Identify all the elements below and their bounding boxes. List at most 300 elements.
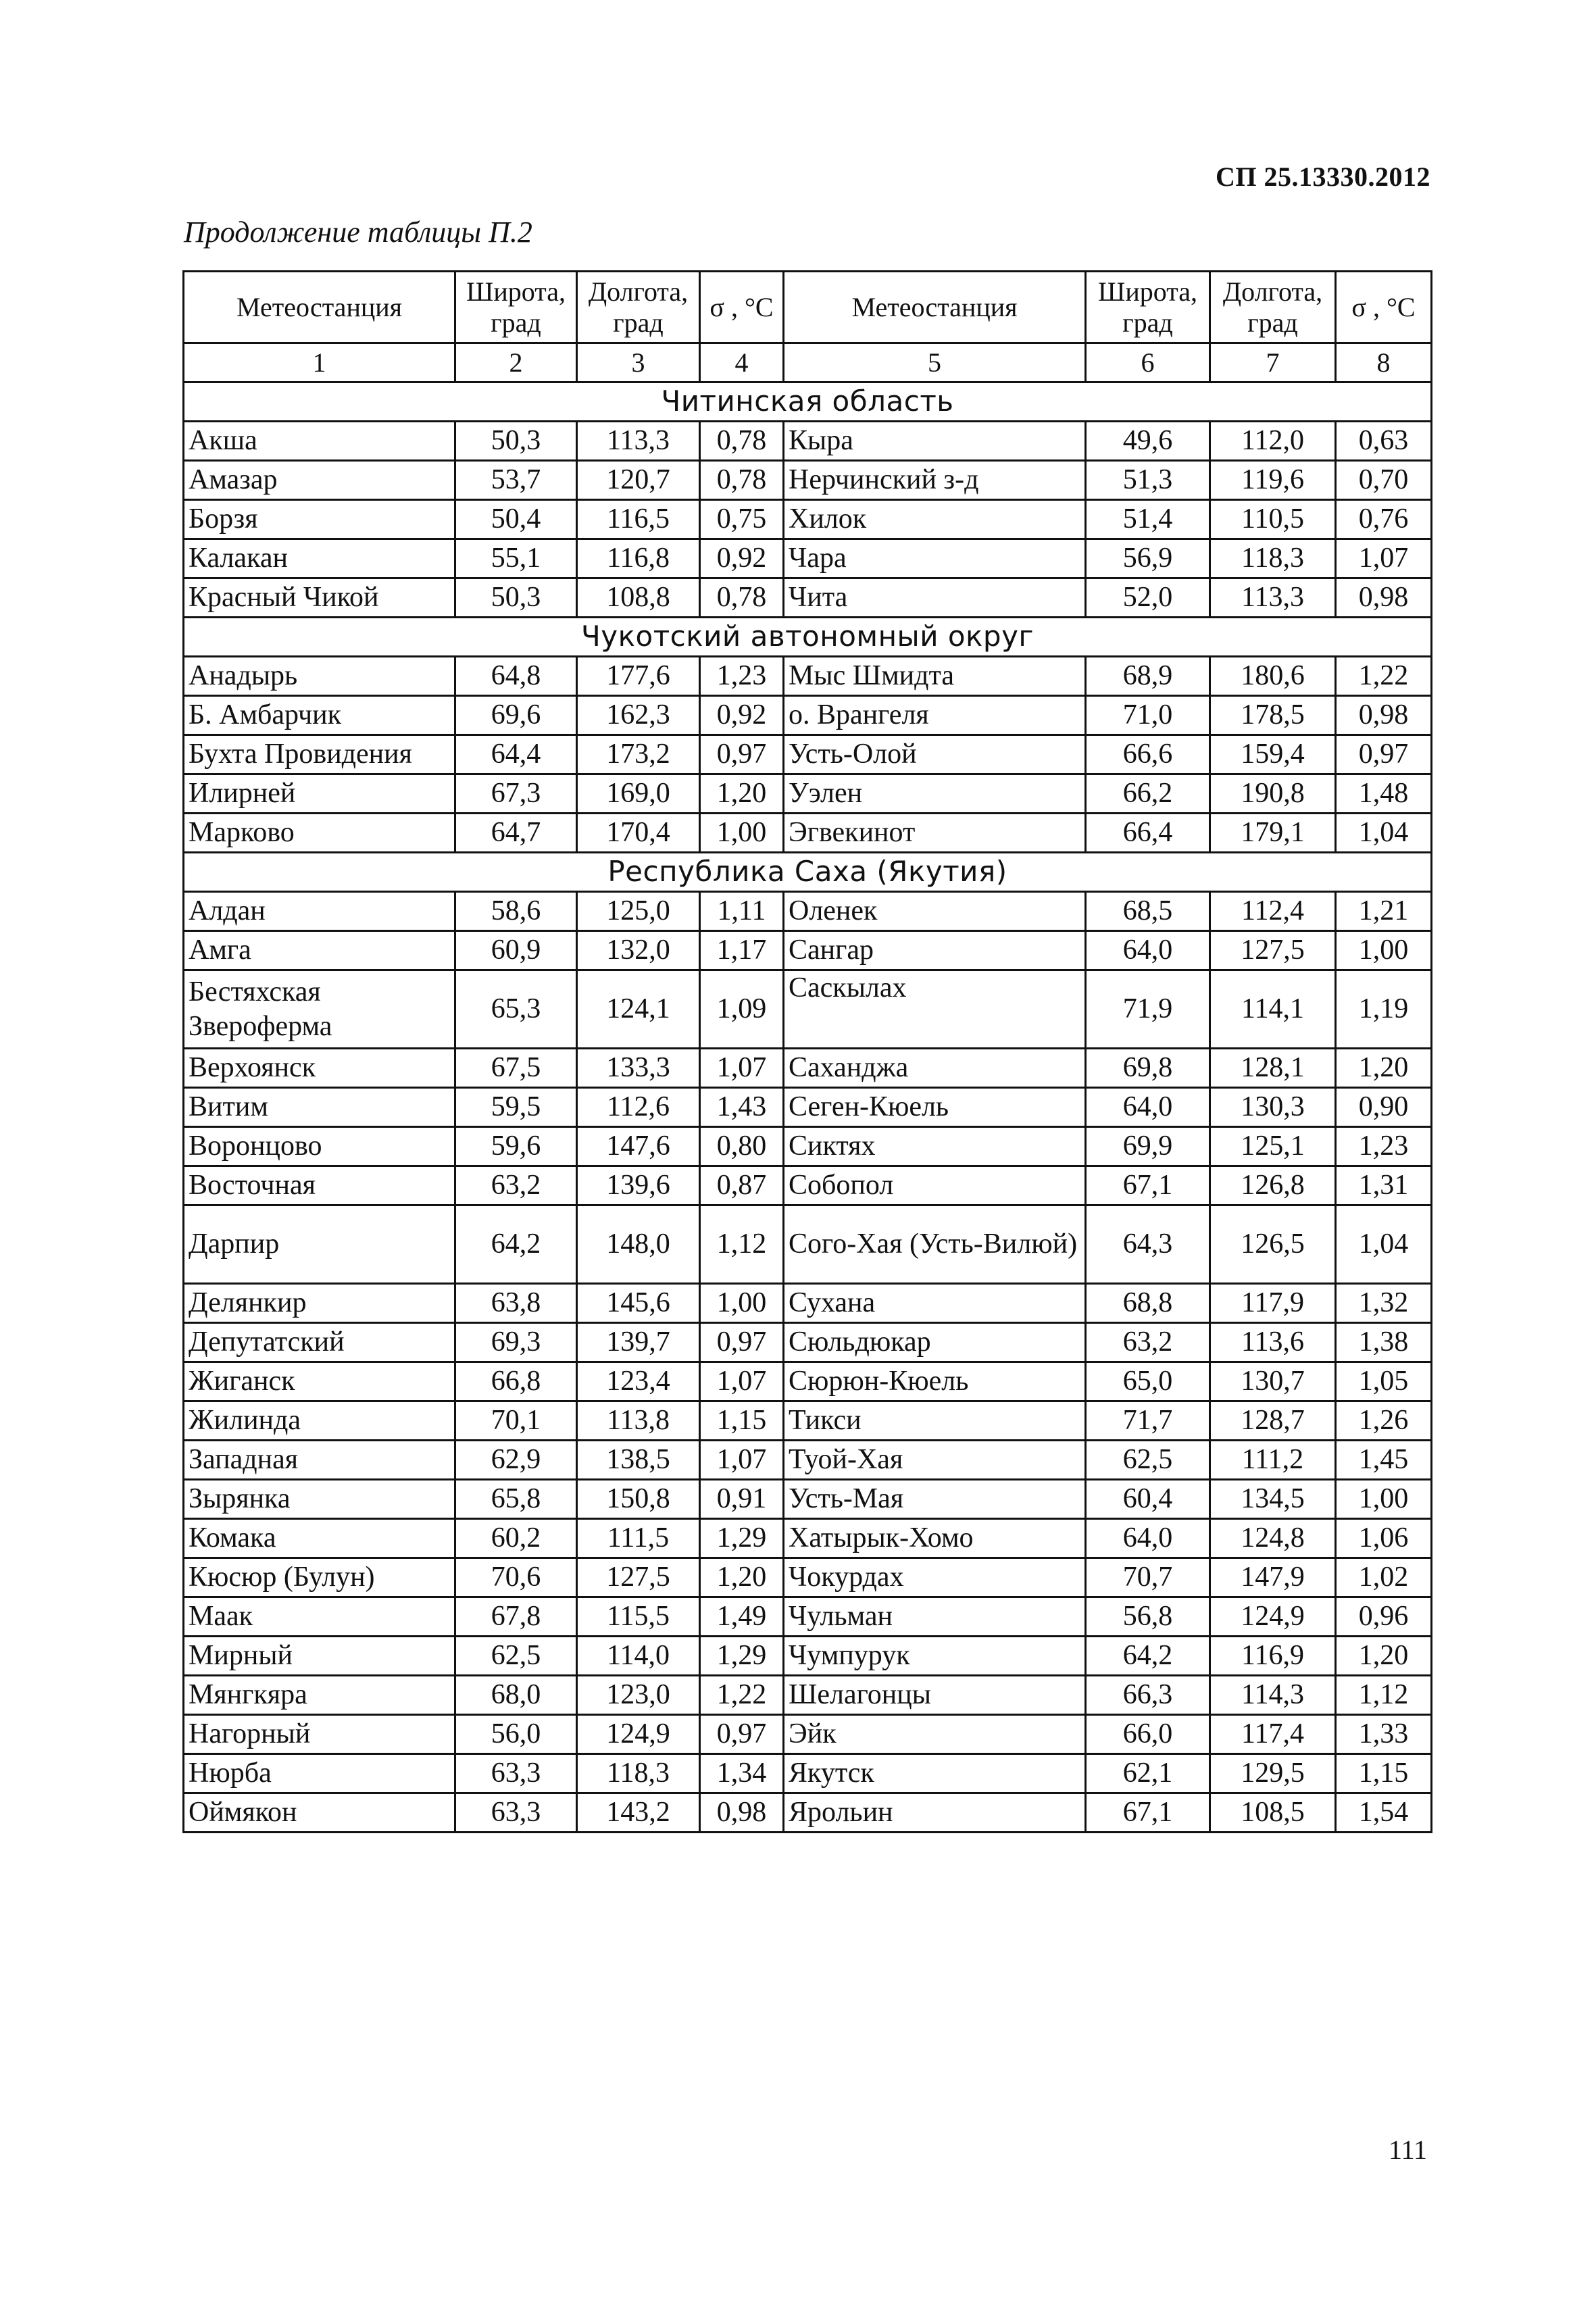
station-name-cell: Мянгкяра: [184, 1676, 455, 1715]
latitude-cell: 68,0: [455, 1676, 577, 1715]
latitude-cell: 65,0: [1086, 1362, 1210, 1401]
column-number: 5: [784, 343, 1086, 382]
sigma-cell: 1,17: [700, 931, 784, 970]
station-name-cell: Амга: [184, 931, 455, 970]
latitude-cell: 70,7: [1086, 1558, 1210, 1597]
station-name-cell: Борзя: [184, 500, 455, 539]
longitude-cell: 110,5: [1210, 500, 1336, 539]
latitude-cell: 53,7: [455, 461, 577, 500]
longitude-cell: 114,0: [577, 1637, 700, 1676]
longitude-cell: 129,5: [1210, 1754, 1336, 1793]
latitude-cell: 60,2: [455, 1519, 577, 1558]
sigma-cell: 1,34: [700, 1754, 784, 1793]
sigma-cell: 1,02: [1336, 1558, 1432, 1597]
latitude-cell: 52,0: [1086, 578, 1210, 618]
sigma-cell: 0,75: [700, 500, 784, 539]
longitude-cell: 150,8: [577, 1480, 700, 1519]
latitude-cell: 69,6: [455, 696, 577, 735]
longitude-cell: 127,5: [577, 1558, 700, 1597]
latitude-cell: 59,5: [455, 1088, 577, 1127]
latitude-cell: 67,5: [455, 1049, 577, 1088]
station-name-cell: Хилок: [784, 500, 1086, 539]
station-name-cell: Мыс Шмидта: [784, 657, 1086, 696]
column-header: Метеостанция: [784, 272, 1086, 343]
sigma-cell: 1,15: [1336, 1754, 1432, 1793]
table-row: [184, 657, 1432, 696]
latitude-cell: 62,5: [455, 1637, 577, 1676]
longitude-cell: 177,6: [577, 657, 700, 696]
station-name-cell: Алдан: [184, 892, 455, 931]
latitude-cell: 63,3: [455, 1754, 577, 1793]
latitude-cell: 59,6: [455, 1127, 577, 1166]
sigma-cell: 1,23: [700, 657, 784, 696]
station-name-cell: Оленек: [784, 892, 1086, 931]
latitude-cell: 50,3: [455, 578, 577, 618]
sigma-cell: 1,00: [1336, 931, 1432, 970]
latitude-cell: 63,3: [455, 1793, 577, 1833]
station-name-cell: Калакан: [184, 539, 455, 578]
latitude-cell: 69,3: [455, 1323, 577, 1362]
station-name-cell: Нюрба: [184, 1754, 455, 1793]
longitude-cell: 147,6: [577, 1127, 700, 1166]
longitude-cell: 113,6: [1210, 1323, 1336, 1362]
latitude-cell: 64,4: [455, 735, 577, 774]
sigma-cell: 0,78: [700, 422, 784, 461]
station-name-cell: Дарпир: [184, 1205, 455, 1284]
longitude-cell: 159,4: [1210, 735, 1336, 774]
sigma-cell: 1,26: [1336, 1401, 1432, 1441]
table-row: [184, 1166, 1432, 1205]
longitude-cell: 125,1: [1210, 1127, 1336, 1166]
latitude-cell: 51,3: [1086, 461, 1210, 500]
header-row: [184, 272, 1432, 343]
table-row: [184, 1637, 1432, 1676]
column-number: 2: [455, 343, 577, 382]
latitude-cell: 62,5: [1086, 1441, 1210, 1480]
sigma-cell: 1,12: [700, 1205, 784, 1284]
station-name-cell: о. Врангеля: [784, 696, 1086, 735]
longitude-cell: 173,2: [577, 735, 700, 774]
longitude-cell: 116,9: [1210, 1637, 1336, 1676]
sigma-cell: 1,22: [1336, 657, 1432, 696]
latitude-cell: 60,9: [455, 931, 577, 970]
sigma-cell: 1,38: [1336, 1323, 1432, 1362]
station-name-cell: Верхоянск: [184, 1049, 455, 1088]
station-name-cell: Бухта Провидения: [184, 735, 455, 774]
longitude-cell: 179,1: [1210, 814, 1336, 853]
latitude-cell: 66,4: [1086, 814, 1210, 853]
column-header: σ , °С: [700, 272, 784, 343]
station-name-cell: Чокурдах: [784, 1558, 1086, 1597]
sigma-cell: 1,04: [1336, 1205, 1432, 1284]
sigma-cell: 1,04: [1336, 814, 1432, 853]
sigma-cell: 1,20: [1336, 1637, 1432, 1676]
sigma-cell: 1,00: [700, 814, 784, 853]
longitude-cell: 126,8: [1210, 1166, 1336, 1205]
longitude-cell: 143,2: [577, 1793, 700, 1833]
page-number: 111: [1388, 2135, 1427, 2165]
column-number-row: [184, 343, 1432, 382]
station-name-cell: Илирней: [184, 774, 455, 814]
sigma-cell: 1,48: [1336, 774, 1432, 814]
latitude-cell: 67,3: [455, 774, 577, 814]
table-row: [184, 1362, 1432, 1401]
table-row: [184, 1049, 1432, 1088]
longitude-cell: 128,1: [1210, 1049, 1336, 1088]
station-name-cell: Красный Чикой: [184, 578, 455, 618]
longitude-cell: 108,8: [577, 578, 700, 618]
station-name-cell: Восточная: [184, 1166, 455, 1205]
sigma-cell: 1,07: [1336, 539, 1432, 578]
latitude-cell: 64,8: [455, 657, 577, 696]
station-name-cell: Нерчинский з-д: [784, 461, 1086, 500]
latitude-cell: 62,1: [1086, 1754, 1210, 1793]
sigma-cell: 1,05: [1336, 1362, 1432, 1401]
table-row: [184, 1205, 1432, 1284]
station-name-cell: Ярольин: [784, 1793, 1086, 1833]
station-name-cell: Хатырык-Хомо: [784, 1519, 1086, 1558]
sigma-cell: 1,11: [700, 892, 784, 931]
latitude-cell: 71,0: [1086, 696, 1210, 735]
longitude-cell: 113,3: [577, 422, 700, 461]
table-row: [184, 422, 1432, 461]
longitude-cell: 148,0: [577, 1205, 700, 1284]
station-name-cell: Усть-Олой: [784, 735, 1086, 774]
table-row: [184, 1441, 1432, 1480]
sigma-cell: 1,22: [700, 1676, 784, 1715]
latitude-cell: 71,7: [1086, 1401, 1210, 1441]
longitude-cell: 147,9: [1210, 1558, 1336, 1597]
longitude-cell: 130,3: [1210, 1088, 1336, 1127]
latitude-cell: 49,6: [1086, 422, 1210, 461]
station-name-cell: Сухана: [784, 1284, 1086, 1323]
longitude-cell: 124,8: [1210, 1519, 1336, 1558]
table-row: [184, 500, 1432, 539]
longitude-cell: 120,7: [577, 461, 700, 500]
latitude-cell: 66,6: [1086, 735, 1210, 774]
latitude-cell: 66,0: [1086, 1715, 1210, 1754]
column-header: Широта, град: [1086, 272, 1210, 343]
latitude-cell: 63,2: [1086, 1323, 1210, 1362]
sigma-cell: 0,97: [700, 1715, 784, 1754]
station-name-cell: Кыра: [784, 422, 1086, 461]
sigma-cell: 0,92: [700, 696, 784, 735]
latitude-cell: 56,8: [1086, 1597, 1210, 1637]
sigma-cell: 1,07: [700, 1441, 784, 1480]
latitude-cell: 70,6: [455, 1558, 577, 1597]
latitude-cell: 67,8: [455, 1597, 577, 1637]
sigma-cell: 1,07: [700, 1049, 784, 1088]
sigma-cell: 1,15: [700, 1401, 784, 1441]
longitude-cell: 133,3: [577, 1049, 700, 1088]
station-name-cell: Собопол: [784, 1166, 1086, 1205]
sigma-cell: 0,80: [700, 1127, 784, 1166]
longitude-cell: 180,6: [1210, 657, 1336, 696]
station-name-cell: Чумпурук: [784, 1637, 1086, 1676]
sigma-cell: 0,78: [700, 578, 784, 618]
station-name-cell: Воронцово: [184, 1127, 455, 1166]
longitude-cell: 169,0: [577, 774, 700, 814]
station-name-cell: Сеген-Кюель: [784, 1088, 1086, 1127]
longitude-cell: 126,5: [1210, 1205, 1336, 1284]
station-name-cell: Западная: [184, 1441, 455, 1480]
sigma-cell: 1,00: [1336, 1480, 1432, 1519]
station-name-cell: Жилинда: [184, 1401, 455, 1441]
column-number: 8: [1336, 343, 1432, 382]
latitude-cell: 65,3: [455, 970, 577, 1049]
longitude-cell: 117,9: [1210, 1284, 1336, 1323]
table-row: [184, 892, 1432, 931]
station-name-cell: Сюльдюкар: [784, 1323, 1086, 1362]
table-row: [184, 1401, 1432, 1441]
sigma-cell: 1,20: [700, 774, 784, 814]
table-row: [184, 931, 1432, 970]
table-row: [184, 735, 1432, 774]
longitude-cell: 139,6: [577, 1166, 700, 1205]
longitude-cell: 123,4: [577, 1362, 700, 1401]
table-row: [184, 1754, 1432, 1793]
longitude-cell: 118,3: [577, 1754, 700, 1793]
table-row: [184, 578, 1432, 618]
longitude-cell: 170,4: [577, 814, 700, 853]
region-row: [184, 618, 1432, 657]
table-row: [184, 1323, 1432, 1362]
column-header: Долгота, град: [577, 272, 700, 343]
station-name-cell: Эйк: [784, 1715, 1086, 1754]
sigma-cell: 0,97: [1336, 735, 1432, 774]
sigma-cell: 1,06: [1336, 1519, 1432, 1558]
latitude-cell: 50,4: [455, 500, 577, 539]
region-title: Республика Саха (Якутия): [184, 853, 1432, 892]
station-name-cell: Депутатский: [184, 1323, 455, 1362]
table-row: [184, 1519, 1432, 1558]
sigma-cell: 0,98: [700, 1793, 784, 1833]
region-title: Читинская область: [184, 382, 1432, 422]
station-name-cell: Шелагонцы: [784, 1676, 1086, 1715]
column-number: 4: [700, 343, 784, 382]
station-name-cell: Б. Амбарчик: [184, 696, 455, 735]
column-number: 1: [184, 343, 455, 382]
table-row: [184, 1597, 1432, 1637]
longitude-cell: 145,6: [577, 1284, 700, 1323]
region-title: Чукотский автономный округ: [184, 618, 1432, 657]
document-code: СП 25.13330.2012: [1216, 161, 1430, 192]
sigma-cell: 1,54: [1336, 1793, 1432, 1833]
latitude-cell: 64,0: [1086, 1519, 1210, 1558]
latitude-cell: 50,3: [455, 422, 577, 461]
station-name-cell: Маак: [184, 1597, 455, 1637]
latitude-cell: 62,9: [455, 1441, 577, 1480]
longitude-cell: 113,8: [577, 1401, 700, 1441]
latitude-cell: 63,2: [455, 1166, 577, 1205]
station-name-cell: Чара: [784, 539, 1086, 578]
latitude-cell: 69,8: [1086, 1049, 1210, 1088]
longitude-cell: 112,6: [577, 1088, 700, 1127]
station-name-cell: Акша: [184, 422, 455, 461]
sigma-cell: 1,00: [700, 1284, 784, 1323]
sigma-cell: 0,78: [700, 461, 784, 500]
latitude-cell: 68,5: [1086, 892, 1210, 931]
longitude-cell: 125,0: [577, 892, 700, 931]
latitude-cell: 67,1: [1086, 1166, 1210, 1205]
table-caption: Продолжение таблицы П.2: [184, 216, 532, 249]
sigma-cell: 1,20: [700, 1558, 784, 1597]
latitude-cell: 68,9: [1086, 657, 1210, 696]
longitude-cell: 115,5: [577, 1597, 700, 1637]
longitude-cell: 124,9: [577, 1715, 700, 1754]
sigma-cell: 1,29: [700, 1637, 784, 1676]
column-number: 6: [1086, 343, 1210, 382]
longitude-cell: 178,5: [1210, 696, 1336, 735]
longitude-cell: 123,0: [577, 1676, 700, 1715]
longitude-cell: 108,5: [1210, 1793, 1336, 1833]
latitude-cell: 51,4: [1086, 500, 1210, 539]
sigma-cell: 0,98: [1336, 578, 1432, 618]
longitude-cell: 116,5: [577, 500, 700, 539]
table-row: [184, 696, 1432, 735]
latitude-cell: 70,1: [455, 1401, 577, 1441]
longitude-cell: 127,5: [1210, 931, 1336, 970]
station-name-cell: Мирный: [184, 1637, 455, 1676]
longitude-cell: 128,7: [1210, 1401, 1336, 1441]
longitude-cell: 112,4: [1210, 892, 1336, 931]
latitude-cell: 64,7: [455, 814, 577, 853]
latitude-cell: 65,8: [455, 1480, 577, 1519]
sigma-cell: 1,31: [1336, 1166, 1432, 1205]
longitude-cell: 134,5: [1210, 1480, 1336, 1519]
table-row: [184, 1480, 1432, 1519]
sigma-cell: 1,43: [700, 1088, 784, 1127]
latitude-cell: 68,8: [1086, 1284, 1210, 1323]
longitude-cell: 132,0: [577, 931, 700, 970]
station-name-cell: Жиганск: [184, 1362, 455, 1401]
latitude-cell: 58,6: [455, 892, 577, 931]
latitude-cell: 69,9: [1086, 1127, 1210, 1166]
table-row: [184, 1676, 1432, 1715]
sigma-cell: 0,76: [1336, 500, 1432, 539]
longitude-cell: 124,1: [577, 970, 700, 1049]
table-row: [184, 539, 1432, 578]
station-name-cell: Туой-Хая: [784, 1441, 1086, 1480]
sigma-cell: 1,19: [1336, 970, 1432, 1049]
table-row: [184, 1793, 1432, 1833]
station-name-cell: Сиктях: [784, 1127, 1086, 1166]
latitude-cell: 55,1: [455, 539, 577, 578]
longitude-cell: 118,3: [1210, 539, 1336, 578]
longitude-cell: 138,5: [577, 1441, 700, 1480]
sigma-cell: 1,12: [1336, 1676, 1432, 1715]
table-row: [184, 970, 1432, 1049]
latitude-cell: 64,2: [455, 1205, 577, 1284]
station-name-cell: Уэлен: [784, 774, 1086, 814]
station-name-cell: Якутск: [784, 1754, 1086, 1793]
sigma-cell: 0,97: [700, 1323, 784, 1362]
column-header: σ , °С: [1336, 272, 1432, 343]
latitude-cell: 66,3: [1086, 1676, 1210, 1715]
longitude-cell: 113,3: [1210, 578, 1336, 618]
sigma-cell: 1,32: [1336, 1284, 1432, 1323]
table-row: [184, 1284, 1432, 1323]
sigma-cell: 0,97: [700, 735, 784, 774]
station-name-cell: Чита: [784, 578, 1086, 618]
sigma-cell: 0,98: [1336, 696, 1432, 735]
latitude-cell: 60,4: [1086, 1480, 1210, 1519]
longitude-cell: 112,0: [1210, 422, 1336, 461]
latitude-cell: 71,9: [1086, 970, 1210, 1049]
longitude-cell: 124,9: [1210, 1597, 1336, 1637]
station-name-cell: Кюсюр (Булун): [184, 1558, 455, 1597]
sigma-cell: 1,09: [700, 970, 784, 1049]
station-name-cell: Усть-Мая: [784, 1480, 1086, 1519]
station-name-cell: Сого-Хая (Усть-Вилюй): [784, 1205, 1086, 1284]
sigma-cell: 0,87: [700, 1166, 784, 1205]
latitude-cell: 66,2: [1086, 774, 1210, 814]
sigma-cell: 1,45: [1336, 1441, 1432, 1480]
sigma-cell: 0,96: [1336, 1597, 1432, 1637]
latitude-cell: 64,0: [1086, 1088, 1210, 1127]
column-number: 3: [577, 343, 700, 382]
column-header: Широта, град: [455, 272, 577, 343]
sigma-cell: 0,90: [1336, 1088, 1432, 1127]
sigma-cell: 1,33: [1336, 1715, 1432, 1754]
longitude-cell: 130,7: [1210, 1362, 1336, 1401]
latitude-cell: 63,8: [455, 1284, 577, 1323]
station-name-cell: Комака: [184, 1519, 455, 1558]
table-row: [184, 1088, 1432, 1127]
longitude-cell: 116,8: [577, 539, 700, 578]
station-name-cell: Тикси: [784, 1401, 1086, 1441]
table-row: [184, 1715, 1432, 1754]
longitude-cell: 117,4: [1210, 1715, 1336, 1754]
table-body: [184, 382, 1432, 1833]
station-name-cell: Сюрюн-Кюель: [784, 1362, 1086, 1401]
sigma-cell: 1,23: [1336, 1127, 1432, 1166]
sigma-cell: 1,21: [1336, 892, 1432, 931]
sigma-cell: 1,20: [1336, 1049, 1432, 1088]
longitude-cell: 139,7: [577, 1323, 700, 1362]
latitude-cell: 66,8: [455, 1362, 577, 1401]
station-name-cell: Саскылах: [784, 970, 1086, 1049]
longitude-cell: 114,1: [1210, 970, 1336, 1049]
latitude-cell: 56,0: [455, 1715, 577, 1754]
region-row: [184, 853, 1432, 892]
latitude-cell: 64,0: [1086, 931, 1210, 970]
column-header: Метеостанция: [184, 272, 455, 343]
longitude-cell: 190,8: [1210, 774, 1336, 814]
table-row: [184, 1127, 1432, 1166]
station-name-cell: Сангар: [784, 931, 1086, 970]
table-row: [184, 814, 1432, 853]
station-name-cell: Саханджа: [784, 1049, 1086, 1088]
station-name-cell: Витим: [184, 1088, 455, 1127]
sigma-cell: 1,49: [700, 1597, 784, 1637]
latitude-cell: 56,9: [1086, 539, 1210, 578]
region-row: [184, 382, 1432, 422]
longitude-cell: 162,3: [577, 696, 700, 735]
sigma-cell: 0,70: [1336, 461, 1432, 500]
station-name-cell: Делянкир: [184, 1284, 455, 1323]
table-row: [184, 774, 1432, 814]
longitude-cell: 111,2: [1210, 1441, 1336, 1480]
sigma-cell: 1,29: [700, 1519, 784, 1558]
station-name-cell: Марково: [184, 814, 455, 853]
table-row: [184, 461, 1432, 500]
longitude-cell: 114,3: [1210, 1676, 1336, 1715]
column-header: Долгота, град: [1210, 272, 1336, 343]
station-name-cell: Амазар: [184, 461, 455, 500]
station-name-cell: Эгвекинот: [784, 814, 1086, 853]
sigma-cell: 0,91: [700, 1480, 784, 1519]
